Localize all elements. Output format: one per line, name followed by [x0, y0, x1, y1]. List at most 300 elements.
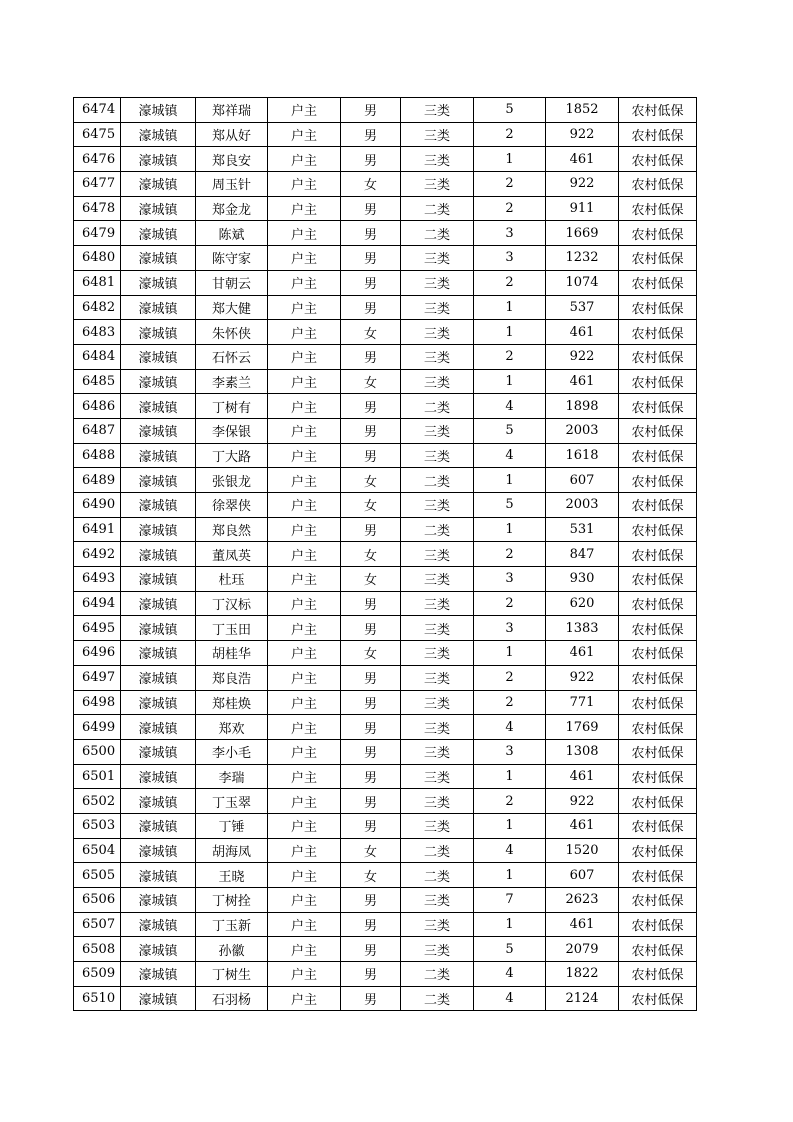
cell-name: 郑良浩 [196, 665, 268, 690]
cell-name: 丁汉标 [196, 591, 268, 616]
cell-gender: 男 [341, 591, 401, 616]
cell-relation: 户主 [268, 493, 341, 518]
cell-relation: 户主 [268, 962, 341, 987]
table-row [74, 863, 697, 888]
cell-township: 濠城镇 [121, 739, 196, 764]
cell-name: 李瑞 [196, 764, 268, 789]
cell-relation: 户主 [268, 468, 341, 493]
table-row [74, 493, 697, 518]
cell-relief-type: 农村低保 [619, 838, 697, 863]
cell-township: 濠城镇 [121, 394, 196, 419]
table-row [74, 986, 697, 1011]
cell-township: 濠城镇 [121, 715, 196, 740]
table-row [74, 221, 697, 246]
cell-household-size: 1 [474, 813, 546, 838]
cell-category: 三类 [401, 246, 474, 271]
cell-amount: 847 [546, 542, 619, 567]
cell-relation: 户主 [268, 764, 341, 789]
cell-gender: 女 [341, 542, 401, 567]
cell-amount: 461 [546, 764, 619, 789]
cell-township: 濠城镇 [121, 888, 196, 913]
cell-row-number: 6501 [74, 764, 121, 789]
cell-row-number: 6510 [74, 986, 121, 1011]
cell-relation: 户主 [268, 122, 341, 147]
cell-relief-type: 农村低保 [619, 443, 697, 468]
cell-gender: 男 [341, 739, 401, 764]
relief-roster-table [73, 97, 697, 1011]
cell-household-size: 1 [474, 369, 546, 394]
cell-relief-type: 农村低保 [619, 937, 697, 962]
cell-name: 杜珏 [196, 567, 268, 592]
cell-township: 濠城镇 [121, 147, 196, 172]
cell-township: 濠城镇 [121, 196, 196, 221]
cell-relation: 户主 [268, 838, 341, 863]
table-row [74, 270, 697, 295]
cell-household-size: 4 [474, 838, 546, 863]
cell-category: 二类 [401, 838, 474, 863]
cell-row-number: 6499 [74, 715, 121, 740]
cell-relation: 户主 [268, 665, 341, 690]
cell-name: 丁大路 [196, 443, 268, 468]
cell-gender: 女 [341, 320, 401, 345]
cell-relation: 户主 [268, 986, 341, 1011]
table-row [74, 147, 697, 172]
cell-township: 濠城镇 [121, 320, 196, 345]
cell-relation: 户主 [268, 418, 341, 443]
cell-household-size: 2 [474, 789, 546, 814]
cell-relief-type: 农村低保 [619, 764, 697, 789]
cell-name: 郑金龙 [196, 196, 268, 221]
cell-township: 濠城镇 [121, 270, 196, 295]
cell-row-number: 6500 [74, 739, 121, 764]
cell-relief-type: 农村低保 [619, 567, 697, 592]
table-row [74, 394, 697, 419]
cell-township: 濠城镇 [121, 789, 196, 814]
cell-name: 朱怀侠 [196, 320, 268, 345]
cell-household-size: 7 [474, 888, 546, 913]
table-row [74, 937, 697, 962]
cell-gender: 男 [341, 344, 401, 369]
cell-gender: 女 [341, 838, 401, 863]
table-row [74, 443, 697, 468]
cell-name: 王晓 [196, 863, 268, 888]
cell-amount: 922 [546, 172, 619, 197]
cell-row-number: 6487 [74, 418, 121, 443]
cell-category: 三类 [401, 418, 474, 443]
cell-amount: 2623 [546, 888, 619, 913]
cell-gender: 女 [341, 567, 401, 592]
cell-row-number: 6476 [74, 147, 121, 172]
cell-category: 三类 [401, 493, 474, 518]
table-row [74, 665, 697, 690]
cell-relief-type: 农村低保 [619, 715, 697, 740]
cell-township: 濠城镇 [121, 641, 196, 666]
cell-row-number: 6489 [74, 468, 121, 493]
cell-relief-type: 农村低保 [619, 394, 697, 419]
cell-name: 郑良安 [196, 147, 268, 172]
cell-row-number: 6475 [74, 122, 121, 147]
cell-category: 三类 [401, 295, 474, 320]
cell-category: 二类 [401, 962, 474, 987]
cell-relation: 户主 [268, 690, 341, 715]
cell-gender: 男 [341, 122, 401, 147]
cell-gender: 男 [341, 517, 401, 542]
cell-gender: 男 [341, 270, 401, 295]
table-row [74, 246, 697, 271]
cell-category: 三类 [401, 369, 474, 394]
table-row [74, 739, 697, 764]
cell-name: 丁玉新 [196, 912, 268, 937]
cell-household-size: 2 [474, 591, 546, 616]
cell-gender: 男 [341, 690, 401, 715]
cell-name: 丁树生 [196, 962, 268, 987]
cell-relation: 户主 [268, 591, 341, 616]
cell-name: 胡海凤 [196, 838, 268, 863]
cell-row-number: 6486 [74, 394, 121, 419]
cell-name: 郑桂焕 [196, 690, 268, 715]
table-row [74, 98, 697, 123]
cell-amount: 461 [546, 813, 619, 838]
cell-household-size: 5 [474, 937, 546, 962]
cell-township: 濠城镇 [121, 443, 196, 468]
cell-relief-type: 农村低保 [619, 320, 697, 345]
cell-row-number: 6481 [74, 270, 121, 295]
cell-row-number: 6495 [74, 616, 121, 641]
cell-gender: 男 [341, 246, 401, 271]
cell-row-number: 6482 [74, 295, 121, 320]
cell-relation: 户主 [268, 888, 341, 913]
cell-row-number: 6474 [74, 98, 121, 123]
cell-relation: 户主 [268, 344, 341, 369]
table-row [74, 542, 697, 567]
cell-category: 三类 [401, 665, 474, 690]
cell-township: 濠城镇 [121, 295, 196, 320]
cell-relation: 户主 [268, 443, 341, 468]
cell-amount: 607 [546, 468, 619, 493]
cell-name: 李素兰 [196, 369, 268, 394]
cell-gender: 男 [341, 715, 401, 740]
cell-household-size: 2 [474, 690, 546, 715]
cell-relief-type: 农村低保 [619, 813, 697, 838]
cell-name: 郑良然 [196, 517, 268, 542]
cell-household-size: 1 [474, 764, 546, 789]
cell-category: 二类 [401, 196, 474, 221]
cell-household-size: 3 [474, 246, 546, 271]
cell-amount: 922 [546, 344, 619, 369]
cell-amount: 1769 [546, 715, 619, 740]
cell-row-number: 6505 [74, 863, 121, 888]
cell-category: 三类 [401, 122, 474, 147]
cell-row-number: 6492 [74, 542, 121, 567]
cell-household-size: 1 [474, 320, 546, 345]
cell-amount: 771 [546, 690, 619, 715]
cell-gender: 男 [341, 98, 401, 123]
cell-category: 三类 [401, 937, 474, 962]
cell-gender: 男 [341, 221, 401, 246]
cell-category: 三类 [401, 912, 474, 937]
table-row [74, 641, 697, 666]
cell-gender: 男 [341, 665, 401, 690]
cell-name: 丁树拴 [196, 888, 268, 913]
cell-gender: 男 [341, 418, 401, 443]
cell-amount: 461 [546, 641, 619, 666]
cell-name: 陈守家 [196, 246, 268, 271]
cell-category: 三类 [401, 789, 474, 814]
cell-township: 濠城镇 [121, 986, 196, 1011]
cell-category: 二类 [401, 986, 474, 1011]
cell-household-size: 3 [474, 616, 546, 641]
cell-row-number: 6483 [74, 320, 121, 345]
cell-category: 二类 [401, 468, 474, 493]
cell-amount: 911 [546, 196, 619, 221]
cell-name: 周玉针 [196, 172, 268, 197]
cell-amount: 620 [546, 591, 619, 616]
cell-relation: 户主 [268, 739, 341, 764]
cell-household-size: 5 [474, 493, 546, 518]
cell-relief-type: 农村低保 [619, 418, 697, 443]
cell-township: 濠城镇 [121, 98, 196, 123]
cell-amount: 1852 [546, 98, 619, 123]
cell-amount: 461 [546, 147, 619, 172]
cell-household-size: 1 [474, 912, 546, 937]
cell-relief-type: 农村低保 [619, 665, 697, 690]
table-row [74, 962, 697, 987]
cell-amount: 922 [546, 789, 619, 814]
cell-amount: 922 [546, 665, 619, 690]
cell-household-size: 3 [474, 221, 546, 246]
cell-township: 濠城镇 [121, 863, 196, 888]
cell-amount: 1822 [546, 962, 619, 987]
cell-relief-type: 农村低保 [619, 912, 697, 937]
cell-category: 三类 [401, 715, 474, 740]
cell-row-number: 6508 [74, 937, 121, 962]
cell-relation: 户主 [268, 517, 341, 542]
cell-household-size: 2 [474, 542, 546, 567]
cell-household-size: 1 [474, 641, 546, 666]
cell-category: 三类 [401, 443, 474, 468]
cell-amount: 1898 [546, 394, 619, 419]
cell-amount: 461 [546, 912, 619, 937]
cell-relief-type: 农村低保 [619, 542, 697, 567]
cell-relief-type: 农村低保 [619, 344, 697, 369]
cell-relation: 户主 [268, 394, 341, 419]
cell-relief-type: 农村低保 [619, 147, 697, 172]
cell-amount: 930 [546, 567, 619, 592]
cell-row-number: 6509 [74, 962, 121, 987]
cell-category: 三类 [401, 320, 474, 345]
cell-relation: 户主 [268, 246, 341, 271]
cell-amount: 1383 [546, 616, 619, 641]
cell-relation: 户主 [268, 295, 341, 320]
cell-amount: 2079 [546, 937, 619, 962]
cell-amount: 537 [546, 295, 619, 320]
cell-category: 三类 [401, 813, 474, 838]
cell-relation: 户主 [268, 863, 341, 888]
cell-category: 三类 [401, 344, 474, 369]
cell-category: 三类 [401, 147, 474, 172]
cell-category: 三类 [401, 270, 474, 295]
cell-relief-type: 农村低保 [619, 888, 697, 913]
cell-household-size: 4 [474, 394, 546, 419]
cell-amount: 461 [546, 320, 619, 345]
cell-amount: 1074 [546, 270, 619, 295]
cell-category: 三类 [401, 739, 474, 764]
cell-gender: 男 [341, 295, 401, 320]
cell-relief-type: 农村低保 [619, 196, 697, 221]
cell-gender: 女 [341, 493, 401, 518]
cell-name: 李小毛 [196, 739, 268, 764]
cell-household-size: 1 [474, 517, 546, 542]
cell-amount: 1520 [546, 838, 619, 863]
table-body [74, 98, 697, 1011]
cell-relief-type: 农村低保 [619, 739, 697, 764]
cell-row-number: 6494 [74, 591, 121, 616]
cell-category: 三类 [401, 591, 474, 616]
cell-category: 三类 [401, 616, 474, 641]
cell-township: 濠城镇 [121, 369, 196, 394]
cell-category: 二类 [401, 517, 474, 542]
cell-household-size: 4 [474, 986, 546, 1011]
cell-township: 濠城镇 [121, 937, 196, 962]
cell-category: 三类 [401, 690, 474, 715]
table-row [74, 468, 697, 493]
cell-township: 濠城镇 [121, 616, 196, 641]
table-row [74, 320, 697, 345]
cell-row-number: 6507 [74, 912, 121, 937]
cell-category: 三类 [401, 567, 474, 592]
cell-relation: 户主 [268, 912, 341, 937]
cell-row-number: 6497 [74, 665, 121, 690]
cell-relief-type: 农村低保 [619, 172, 697, 197]
table-row [74, 172, 697, 197]
cell-household-size: 2 [474, 344, 546, 369]
cell-gender: 男 [341, 937, 401, 962]
cell-name: 陈斌 [196, 221, 268, 246]
cell-gender: 男 [341, 962, 401, 987]
cell-row-number: 6496 [74, 641, 121, 666]
cell-relief-type: 农村低保 [619, 962, 697, 987]
cell-gender: 女 [341, 863, 401, 888]
table-row [74, 196, 697, 221]
cell-relief-type: 农村低保 [619, 986, 697, 1011]
cell-relief-type: 农村低保 [619, 591, 697, 616]
cell-household-size: 4 [474, 962, 546, 987]
cell-township: 濠城镇 [121, 344, 196, 369]
cell-row-number: 6477 [74, 172, 121, 197]
table-row [74, 344, 697, 369]
cell-row-number: 6502 [74, 789, 121, 814]
cell-relief-type: 农村低保 [619, 616, 697, 641]
table-row [74, 122, 697, 147]
cell-gender: 男 [341, 394, 401, 419]
cell-name: 孙徽 [196, 937, 268, 962]
cell-household-size: 2 [474, 270, 546, 295]
cell-row-number: 6503 [74, 813, 121, 838]
cell-household-size: 1 [474, 468, 546, 493]
table-row [74, 591, 697, 616]
table-row [74, 789, 697, 814]
cell-row-number: 6480 [74, 246, 121, 271]
cell-row-number: 6479 [74, 221, 121, 246]
cell-amount: 2003 [546, 493, 619, 518]
cell-relief-type: 农村低保 [619, 468, 697, 493]
cell-relation: 户主 [268, 172, 341, 197]
cell-relation: 户主 [268, 715, 341, 740]
cell-relation: 户主 [268, 221, 341, 246]
cell-gender: 女 [341, 641, 401, 666]
cell-row-number: 6493 [74, 567, 121, 592]
table-row [74, 715, 697, 740]
cell-name: 郑欢 [196, 715, 268, 740]
cell-name: 郑祥瑞 [196, 98, 268, 123]
cell-township: 濠城镇 [121, 813, 196, 838]
cell-household-size: 5 [474, 98, 546, 123]
cell-household-size: 2 [474, 122, 546, 147]
cell-relation: 户主 [268, 641, 341, 666]
cell-relation: 户主 [268, 789, 341, 814]
cell-household-size: 3 [474, 567, 546, 592]
cell-amount: 2003 [546, 418, 619, 443]
cell-relation: 户主 [268, 616, 341, 641]
cell-amount: 1669 [546, 221, 619, 246]
cell-township: 濠城镇 [121, 468, 196, 493]
cell-gender: 男 [341, 813, 401, 838]
cell-relief-type: 农村低保 [619, 295, 697, 320]
cell-household-size: 5 [474, 418, 546, 443]
cell-gender: 男 [341, 616, 401, 641]
table-row [74, 369, 697, 394]
cell-amount: 2124 [546, 986, 619, 1011]
cell-township: 濠城镇 [121, 542, 196, 567]
cell-relation: 户主 [268, 937, 341, 962]
cell-row-number: 6506 [74, 888, 121, 913]
cell-household-size: 4 [474, 715, 546, 740]
cell-township: 濠城镇 [121, 962, 196, 987]
table-row [74, 838, 697, 863]
cell-row-number: 6504 [74, 838, 121, 863]
cell-relation: 户主 [268, 98, 341, 123]
cell-household-size: 1 [474, 295, 546, 320]
cell-township: 濠城镇 [121, 172, 196, 197]
cell-relation: 户主 [268, 813, 341, 838]
cell-name: 张银龙 [196, 468, 268, 493]
table-row [74, 813, 697, 838]
cell-row-number: 6490 [74, 493, 121, 518]
cell-relief-type: 农村低保 [619, 493, 697, 518]
cell-amount: 1232 [546, 246, 619, 271]
table-row [74, 295, 697, 320]
cell-category: 二类 [401, 394, 474, 419]
cell-gender: 女 [341, 369, 401, 394]
cell-relation: 户主 [268, 270, 341, 295]
cell-row-number: 6488 [74, 443, 121, 468]
cell-name: 石怀云 [196, 344, 268, 369]
cell-household-size: 2 [474, 665, 546, 690]
cell-amount: 607 [546, 863, 619, 888]
cell-township: 濠城镇 [121, 665, 196, 690]
cell-township: 濠城镇 [121, 122, 196, 147]
cell-name: 丁树有 [196, 394, 268, 419]
cell-category: 二类 [401, 221, 474, 246]
cell-name: 胡桂华 [196, 641, 268, 666]
cell-name: 董凤英 [196, 542, 268, 567]
cell-gender: 男 [341, 764, 401, 789]
cell-relief-type: 农村低保 [619, 246, 697, 271]
cell-township: 濠城镇 [121, 690, 196, 715]
cell-relief-type: 农村低保 [619, 517, 697, 542]
cell-relief-type: 农村低保 [619, 122, 697, 147]
cell-amount: 1618 [546, 443, 619, 468]
